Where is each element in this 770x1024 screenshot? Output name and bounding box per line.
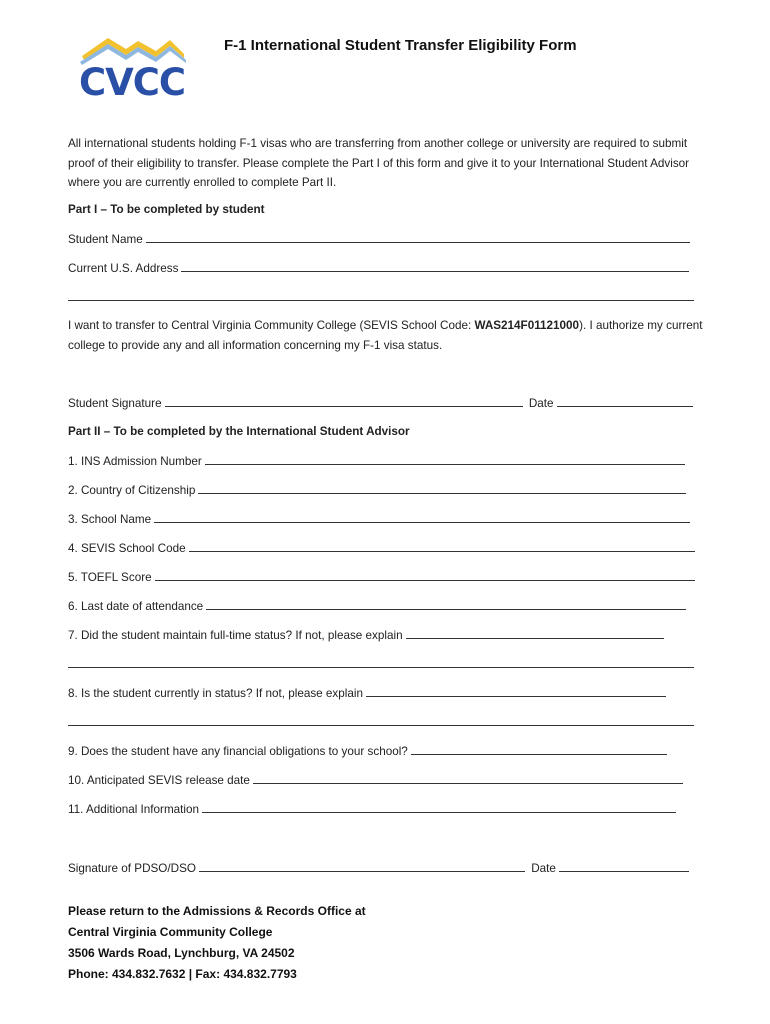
q9-field[interactable]	[411, 743, 667, 755]
q4-field[interactable]	[189, 540, 695, 552]
q2-label: 2. Country of Citizenship	[68, 484, 196, 497]
q9-row	[68, 743, 667, 760]
phone-fax: Phone: 434.832.7632 | Fax: 434.832.7793	[68, 967, 297, 981]
q2-row	[68, 482, 686, 499]
q6-row	[68, 598, 686, 615]
q7-field-line2[interactable]	[68, 656, 694, 668]
q10-field[interactable]	[253, 772, 683, 784]
student-signature-row	[68, 395, 693, 412]
transfer-authorization	[68, 316, 708, 355]
cvcc-logo	[76, 32, 188, 106]
q8-row	[68, 685, 666, 702]
address-field[interactable]	[181, 260, 689, 272]
q2-field[interactable]	[198, 482, 686, 494]
q9-label: 9. Does the student have any financial obligations to your school?	[68, 745, 408, 758]
q1-row	[68, 453, 685, 470]
q3-field[interactable]	[154, 511, 690, 523]
q5-row	[68, 569, 695, 586]
q7-label: 7. Did the student maintain full-time status? If not, please explain	[68, 629, 403, 642]
q5-label: 5. TOEFL Score	[68, 571, 152, 584]
q5-field[interactable]	[155, 569, 695, 581]
pdso-date-field[interactable]	[559, 860, 689, 872]
student-date-field[interactable]	[557, 395, 693, 407]
q7-row	[68, 627, 664, 644]
college-name: Central Virginia Community College	[68, 925, 273, 939]
q1-label: 1. INS Admission Number	[68, 455, 202, 468]
address-row	[68, 260, 689, 277]
q10-row	[68, 772, 683, 789]
q4-label: 4. SEVIS School Code	[68, 542, 186, 555]
sevis-school-code: WAS214F01121000	[474, 319, 580, 332]
q4-row	[68, 540, 695, 557]
pdso-date-label: Date	[531, 862, 556, 875]
pdso-signature-row	[68, 860, 689, 877]
part1-heading: Part I – To be completed by student	[68, 203, 265, 216]
q8-label: 8. Is the student currently in status? If not, please explain	[68, 687, 363, 700]
transfer-text-pre: I want to transfer to Central Virginia Community College (SEVIS School Code:	[68, 319, 475, 332]
q7-field[interactable]	[406, 627, 664, 639]
q3-label: 3. School Name	[68, 513, 152, 526]
student-name-label: Student Name	[68, 233, 143, 246]
pdso-signature-field[interactable]	[199, 860, 525, 872]
transfer-text-post: ). I authorize my current college to provide any and all information concerning my F-1 visa status.	[68, 319, 703, 352]
address-row-2	[68, 289, 694, 306]
student-date-label: Date	[528, 397, 554, 410]
return-instruction: Please return to the Admissions & Records Office at	[68, 904, 366, 918]
logo-wordmark: CVCC	[78, 61, 186, 104]
page-title: F-1 International Student Transfer Eligibility Form	[224, 37, 577, 54]
address-label: Current U.S. Address	[68, 262, 179, 275]
q11-field[interactable]	[202, 801, 676, 813]
address-field-line2[interactable]	[68, 289, 694, 301]
student-name-row	[68, 231, 690, 248]
part2-heading: Part II – To be completed by the International Student Advisor	[68, 425, 410, 438]
q11-label: 11. Additional Information	[68, 803, 200, 816]
q7-row-2	[68, 656, 694, 673]
q3-row	[68, 511, 690, 528]
student-name-field[interactable]	[146, 231, 690, 243]
q6-label: 6. Last date of attendance	[68, 600, 204, 613]
q11-row	[68, 801, 676, 818]
pdso-signature-label: Signature of PDSO/DSO	[68, 862, 196, 875]
street-address: 3506 Wards Road, Lynchburg, VA 24502	[68, 946, 295, 960]
return-address-block	[68, 901, 366, 985]
q10-label: 10. Anticipated SEVIS release date	[68, 774, 250, 787]
student-signature-label: Student Signature	[68, 397, 162, 410]
intro-paragraph: All international students holding F-1 visas who are transferring from another college or university are required to submit proof of their eligibility to transfer. Please complete the Part I of this form and give it to your International Student Advisor where you are currently enrolled to complete Part II.	[68, 137, 690, 189]
student-signature-field[interactable]	[165, 395, 523, 407]
q8-field-line2[interactable]	[68, 714, 694, 726]
q8-row-2	[68, 714, 694, 731]
q6-field[interactable]	[206, 598, 686, 610]
q8-field[interactable]	[366, 685, 666, 697]
q1-field[interactable]	[205, 453, 685, 465]
